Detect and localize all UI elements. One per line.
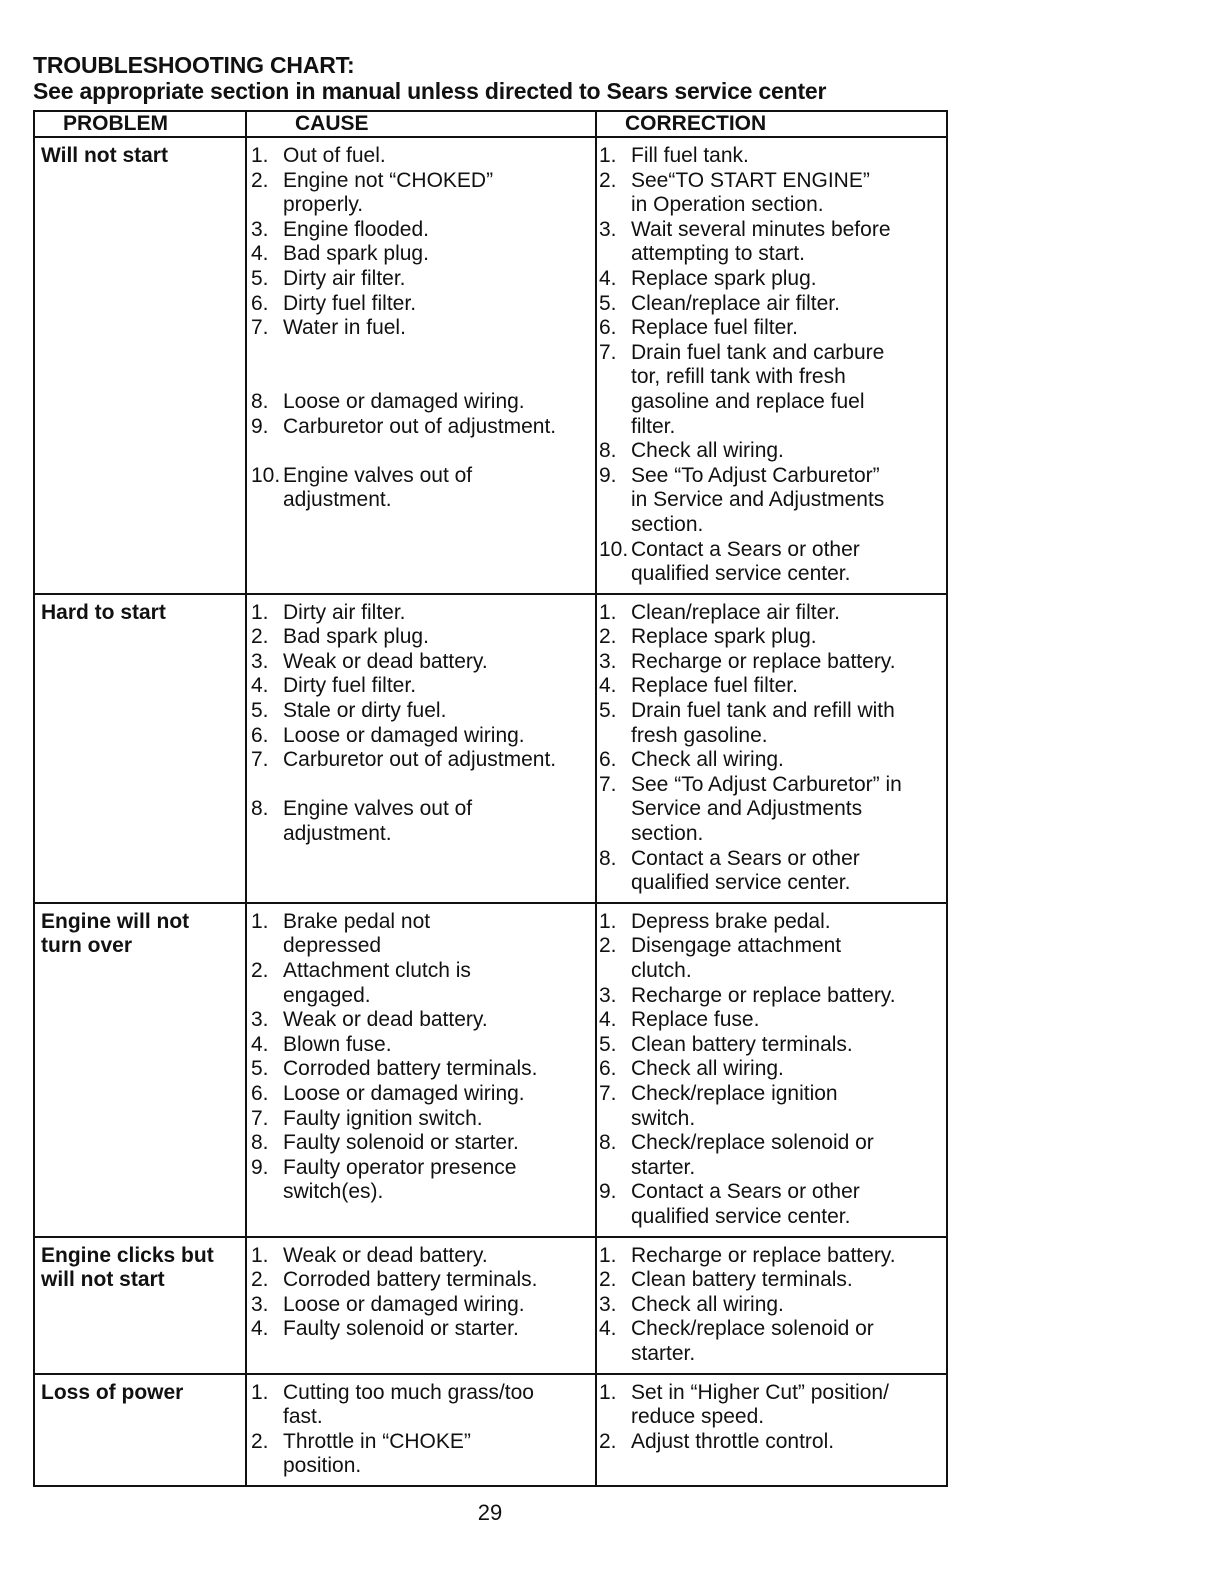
- list-item: [597, 934, 942, 983]
- correction-list: [597, 138, 946, 593]
- cause-item-text: Faulty solenoid or starter.: [283, 1317, 519, 1341]
- cause-item-text: Corroded battery terminals.: [283, 1268, 538, 1292]
- correction-item-text: Adjust throttle control.: [631, 1429, 835, 1453]
- table-row: [34, 1237, 947, 1374]
- list-item: [247, 464, 591, 513]
- cause-item-text: Dirty fuel filter.: [283, 291, 417, 315]
- correction-item-text: Contact a Sears or other qualified service center.: [631, 1180, 860, 1228]
- table-row: [34, 903, 947, 1237]
- correction-item-text: Clean battery terminals.: [631, 1032, 853, 1056]
- correction-item-text: Check all wiring.: [631, 439, 784, 463]
- cause-item-number: 6.: [251, 291, 269, 315]
- cause-item-number: 2.: [251, 625, 269, 649]
- cause-list: [247, 138, 595, 519]
- cause-cell: [246, 594, 596, 903]
- cause-item-text: Dirty air filter.: [283, 266, 406, 290]
- header-correction-label: CORRECTION: [625, 112, 767, 135]
- list-item: [597, 601, 942, 626]
- problem-label: Engine clicks but will not start: [41, 1243, 214, 1291]
- correction-item-text: Check all wiring.: [631, 1292, 784, 1316]
- correction-item-number: 1.: [599, 144, 617, 167]
- list-item: [247, 674, 591, 699]
- list-item: [597, 341, 942, 439]
- cause-cell: [246, 137, 596, 594]
- correction-cell: [596, 137, 947, 594]
- cause-item-text: Bad spark plug.: [283, 625, 429, 649]
- cause-cell: [246, 1237, 596, 1374]
- correction-item-number: 1.: [599, 1243, 617, 1267]
- correction-item-text: See “To Adjust Carburetor” in Service and Adjustments section.: [631, 772, 902, 846]
- cause-item-number: 1.: [251, 600, 269, 624]
- correction-item-number: 6.: [599, 316, 617, 340]
- cause-item-text: Weak or dead battery.: [283, 649, 488, 673]
- cause-item-text: Faulty ignition switch.: [283, 1106, 483, 1130]
- correction-item-text: Depress brake pedal.: [631, 909, 831, 933]
- list-item: [247, 1107, 591, 1132]
- list-item: [247, 1244, 591, 1269]
- cause-item-text: Carburetor out of adjustment.: [283, 748, 557, 772]
- correction-item-text: Recharge or replace battery.: [631, 1243, 896, 1267]
- cause-list: [247, 1375, 595, 1485]
- correction-item-text: Check/replace solenoid or starter.: [631, 1317, 874, 1365]
- header-cause: [246, 111, 596, 137]
- cause-item-text: Throttle in “CHOKE” position.: [283, 1429, 471, 1478]
- problem-label: Loss of power: [41, 1380, 184, 1404]
- correction-item-number: 3.: [599, 217, 617, 241]
- cause-item-number: 10.: [251, 463, 281, 487]
- table-row: [34, 1374, 947, 1486]
- list-item: [597, 1268, 942, 1293]
- chart-title: TROUBLESHOOTING CHART:: [33, 52, 355, 78]
- list-item: [247, 910, 591, 959]
- list-item: [597, 1057, 942, 1082]
- list-item: [247, 601, 591, 626]
- list-item: [247, 242, 591, 267]
- problem-cell: [34, 1374, 246, 1486]
- list-item: [597, 910, 942, 935]
- list-item: [247, 1082, 591, 1107]
- list-item: [597, 1008, 942, 1033]
- cause-item-number: 6.: [251, 723, 269, 747]
- correction-item-text: Contact a Sears or other qualified service center.: [631, 846, 860, 895]
- correction-item-number: 10.: [599, 537, 629, 561]
- correction-item-text: Replace spark plug.: [631, 625, 817, 649]
- correction-item-text: Check all wiring.: [631, 1057, 784, 1081]
- cause-item-text: Engine flooded.: [283, 217, 429, 241]
- cause-item-number: 1.: [251, 1243, 269, 1267]
- header-cause-label: CAUSE: [295, 112, 369, 135]
- list-item: [597, 674, 942, 699]
- cause-cell: [246, 1374, 596, 1486]
- cause-item-number: 2.: [251, 1429, 269, 1453]
- cause-item-text: Water in fuel.: [283, 316, 406, 340]
- cause-item-number: 2.: [251, 168, 269, 192]
- list-item: [247, 1317, 591, 1342]
- cause-item-text: Weak or dead battery.: [283, 1008, 488, 1032]
- list-item: [597, 1244, 942, 1269]
- correction-item-number: 1.: [599, 909, 617, 933]
- correction-item-number: 8.: [599, 1131, 617, 1155]
- cause-item-number: 2.: [251, 1268, 269, 1292]
- list-item: [597, 699, 942, 748]
- correction-item-text: Drain fuel tank and carbure tor, refill tank with fresh gasoline and replace fuel filter.: [631, 340, 885, 438]
- correction-item-number: 6.: [599, 1057, 617, 1081]
- list-item: [597, 625, 942, 650]
- correction-item-number: 7.: [599, 340, 617, 364]
- cause-item-number: 9.: [251, 414, 269, 438]
- cause-item-text: Engine valves out of adjustment.: [283, 463, 473, 512]
- list-item: [247, 1033, 591, 1058]
- correction-item-text: Clean battery terminals.: [631, 1268, 853, 1292]
- list-item: [597, 773, 942, 847]
- cause-item-number: 4.: [251, 1032, 269, 1056]
- correction-item-text: Replace fuse.: [631, 1008, 760, 1032]
- troubleshooting-table: [33, 110, 948, 1487]
- correction-item-number: 9.: [599, 463, 617, 487]
- cause-item-number: 3.: [251, 1292, 269, 1316]
- list-item: [247, 1268, 591, 1293]
- cause-item-number: 1.: [251, 909, 269, 933]
- list-item: [247, 169, 591, 218]
- cause-item-text: Dirty fuel filter.: [283, 674, 417, 698]
- correction-item-number: 3.: [599, 1292, 617, 1316]
- correction-item-number: 8.: [599, 439, 617, 463]
- cause-item-text: Attachment clutch is engaged.: [283, 959, 471, 1007]
- list-item: [247, 415, 591, 464]
- correction-item-text: Set in “Higher Cut” position/ reduce speed.: [631, 1380, 889, 1429]
- correction-item-number: 7.: [599, 772, 617, 796]
- correction-item-text: Clean/replace air filter.: [631, 291, 840, 315]
- list-item: [247, 797, 591, 846]
- correction-item-number: 1.: [599, 600, 617, 624]
- list-item: [597, 144, 942, 169]
- cause-item-text: Dirty air filter.: [283, 600, 406, 624]
- correction-item-number: 3.: [599, 649, 617, 673]
- list-item: [597, 1131, 942, 1180]
- list-item: [597, 1381, 942, 1430]
- cause-item-number: 5.: [251, 266, 269, 290]
- cause-item-number: 9.: [251, 1155, 269, 1179]
- cause-item-text: Loose or damaged wiring.: [283, 1292, 525, 1316]
- cause-item-number: 3.: [251, 1008, 269, 1032]
- table-row: [34, 137, 947, 594]
- cause-item-text: Stale or dirty fuel.: [283, 699, 447, 723]
- list-item: [597, 748, 942, 773]
- list-item: [247, 1293, 591, 1318]
- cause-item-number: 5.: [251, 699, 269, 723]
- cause-list: [247, 1238, 595, 1348]
- correction-item-text: Check/replace solenoid or starter.: [631, 1131, 874, 1179]
- list-item: [597, 1180, 942, 1229]
- list-item: [597, 538, 942, 587]
- cause-item-number: 8.: [251, 1131, 269, 1155]
- correction-item-text: Recharge or replace battery.: [631, 649, 896, 673]
- cause-item-number: 1.: [251, 1380, 269, 1404]
- list-item: [247, 267, 591, 292]
- list-item: [597, 267, 942, 292]
- list-item: [247, 748, 591, 797]
- list-item: [597, 1082, 942, 1131]
- cause-item-text: Weak or dead battery.: [283, 1243, 488, 1267]
- cause-cell: [246, 903, 596, 1237]
- correction-list: [597, 595, 946, 902]
- cause-item-text: Bad spark plug.: [283, 242, 429, 266]
- correction-list: [597, 904, 946, 1236]
- cause-item-text: Loose or damaged wiring.: [283, 723, 525, 747]
- problem-cell: [34, 137, 246, 594]
- list-item: [247, 390, 591, 415]
- list-item: [597, 1317, 942, 1366]
- correction-list: [597, 1238, 946, 1373]
- list-item: [247, 699, 591, 724]
- correction-item-text: Replace fuel filter.: [631, 674, 798, 698]
- cause-item-text: Faulty solenoid or starter.: [283, 1131, 519, 1155]
- list-item: [597, 316, 942, 341]
- correction-item-text: See“TO START ENGINE” in Operation section.: [631, 168, 870, 217]
- list-item: [597, 464, 942, 538]
- correction-item-number: 2.: [599, 1268, 617, 1292]
- list-item: [597, 847, 942, 896]
- cause-item-number: 3.: [251, 649, 269, 673]
- correction-item-number: 6.: [599, 748, 617, 772]
- problem-cell: [34, 594, 246, 903]
- list-item: [247, 1131, 591, 1156]
- list-item: [597, 984, 942, 1009]
- correction-item-text: Contact a Sears or other qualified service center.: [631, 537, 860, 586]
- cause-item-number: 4.: [251, 1317, 269, 1341]
- problem-cell: [34, 903, 246, 1237]
- correction-item-text: Recharge or replace battery.: [631, 983, 896, 1007]
- cause-item-number: 6.: [251, 1081, 269, 1105]
- correction-item-number: 2.: [599, 168, 617, 192]
- list-item: [247, 625, 591, 650]
- list-item: [597, 1293, 942, 1318]
- correction-item-number: 7.: [599, 1081, 617, 1105]
- cause-item-text: Out of fuel.: [283, 144, 386, 167]
- cause-item-number: 1.: [251, 144, 269, 167]
- problem-label: Hard to start: [41, 600, 166, 624]
- list-item: [247, 316, 591, 390]
- cause-item-text: Corroded battery terminals.: [283, 1057, 538, 1081]
- correction-item-number: 4.: [599, 674, 617, 698]
- table-row: [34, 594, 947, 903]
- correction-item-text: Wait several minutes before attempting to start.: [631, 217, 891, 266]
- correction-item-text: Replace fuel filter.: [631, 316, 798, 340]
- correction-item-text: Check/replace ignition switch.: [631, 1081, 838, 1130]
- cause-item-text: Loose or damaged wiring.: [283, 1081, 525, 1105]
- correction-list: [597, 1375, 946, 1461]
- cause-item-text: Faulty operator presence switch(es).: [283, 1155, 517, 1204]
- correction-item-number: 5.: [599, 1032, 617, 1056]
- list-item: [247, 1381, 591, 1430]
- table-body: [34, 137, 947, 1486]
- list-item: [247, 1008, 591, 1033]
- cause-item-number: 4.: [251, 242, 269, 266]
- correction-item-text: Check all wiring.: [631, 748, 784, 772]
- cause-item-number: 7.: [251, 748, 269, 772]
- correction-item-number: 9.: [599, 1180, 617, 1204]
- list-item: [597, 650, 942, 675]
- cause-item-number: 5.: [251, 1057, 269, 1081]
- correction-cell: [596, 1237, 947, 1374]
- correction-cell: [596, 594, 947, 903]
- list-item: [597, 439, 942, 464]
- cause-item-text: Cutting too much grass/too fast.: [283, 1380, 534, 1429]
- cause-item-text: Brake pedal not depressed: [283, 909, 431, 958]
- correction-item-number: 4.: [599, 1008, 617, 1032]
- correction-item-text: Fill fuel tank.: [631, 144, 749, 167]
- cause-item-number: 7.: [251, 316, 269, 340]
- correction-cell: [596, 903, 947, 1237]
- table-header-row: [34, 111, 947, 137]
- correction-item-text: Clean/replace air filter.: [631, 600, 840, 624]
- page-number: 29: [477, 1500, 503, 1525]
- correction-item-text: Disengage attachment clutch.: [631, 934, 842, 982]
- correction-item-number: 3.: [599, 983, 617, 1007]
- header-problem-label: PROBLEM: [63, 112, 168, 135]
- header-problem: [34, 111, 246, 137]
- cause-item-number: 7.: [251, 1106, 269, 1130]
- chart-subtitle: See appropriate section in manual unless directed to Sears service center: [33, 78, 827, 104]
- list-item: [597, 292, 942, 317]
- list-item: [247, 959, 591, 1008]
- list-item: [247, 218, 591, 243]
- correction-item-number: 2.: [599, 625, 617, 649]
- cause-item-text: Loose or damaged wiring.: [283, 389, 525, 413]
- cause-item-text: Blown fuse.: [283, 1032, 392, 1056]
- correction-item-number: 2.: [599, 1429, 617, 1453]
- cause-item-number: 3.: [251, 217, 269, 241]
- cause-item-text: Engine not “CHOKED” properly.: [283, 168, 494, 217]
- correction-item-number: 2.: [599, 934, 617, 958]
- correction-item-number: 5.: [599, 291, 617, 315]
- cause-item-text: Carburetor out of adjustment.: [283, 414, 557, 438]
- list-item: [597, 169, 942, 218]
- list-item: [247, 724, 591, 749]
- list-item: [597, 218, 942, 267]
- problem-label: Will not start: [41, 144, 168, 167]
- correction-item-text: Drain fuel tank and refill with fresh gasoline.: [631, 699, 895, 747]
- cause-item-number: 8.: [251, 389, 269, 413]
- correction-item-number: 1.: [599, 1380, 617, 1404]
- problem-cell: [34, 1237, 246, 1374]
- list-item: [247, 650, 591, 675]
- cause-list: [247, 904, 595, 1211]
- list-item: [247, 292, 591, 317]
- problem-label: Engine will not turn over: [41, 909, 190, 958]
- cause-item-number: 4.: [251, 674, 269, 698]
- header-correction: [596, 111, 947, 137]
- list-item: [247, 1156, 591, 1205]
- correction-item-text: Replace spark plug.: [631, 266, 817, 290]
- cause-item-text: Engine valves out of adjustment.: [283, 797, 473, 846]
- correction-item-number: 5.: [599, 699, 617, 723]
- list-item: [247, 1057, 591, 1082]
- cause-item-number: 8.: [251, 797, 269, 821]
- correction-item-number: 4.: [599, 266, 617, 290]
- list-item: [597, 1430, 942, 1455]
- correction-item-text: See “To Adjust Carburetor” in Service and Adjustments section.: [631, 463, 885, 536]
- list-item: [247, 1430, 591, 1479]
- cause-item-number: 2.: [251, 959, 269, 982]
- cause-list: [247, 595, 595, 853]
- correction-item-number: 4.: [599, 1317, 617, 1341]
- correction-item-number: 8.: [599, 846, 617, 870]
- list-item: [597, 1033, 942, 1058]
- list-item: [247, 144, 591, 169]
- correction-cell: [596, 1374, 947, 1486]
